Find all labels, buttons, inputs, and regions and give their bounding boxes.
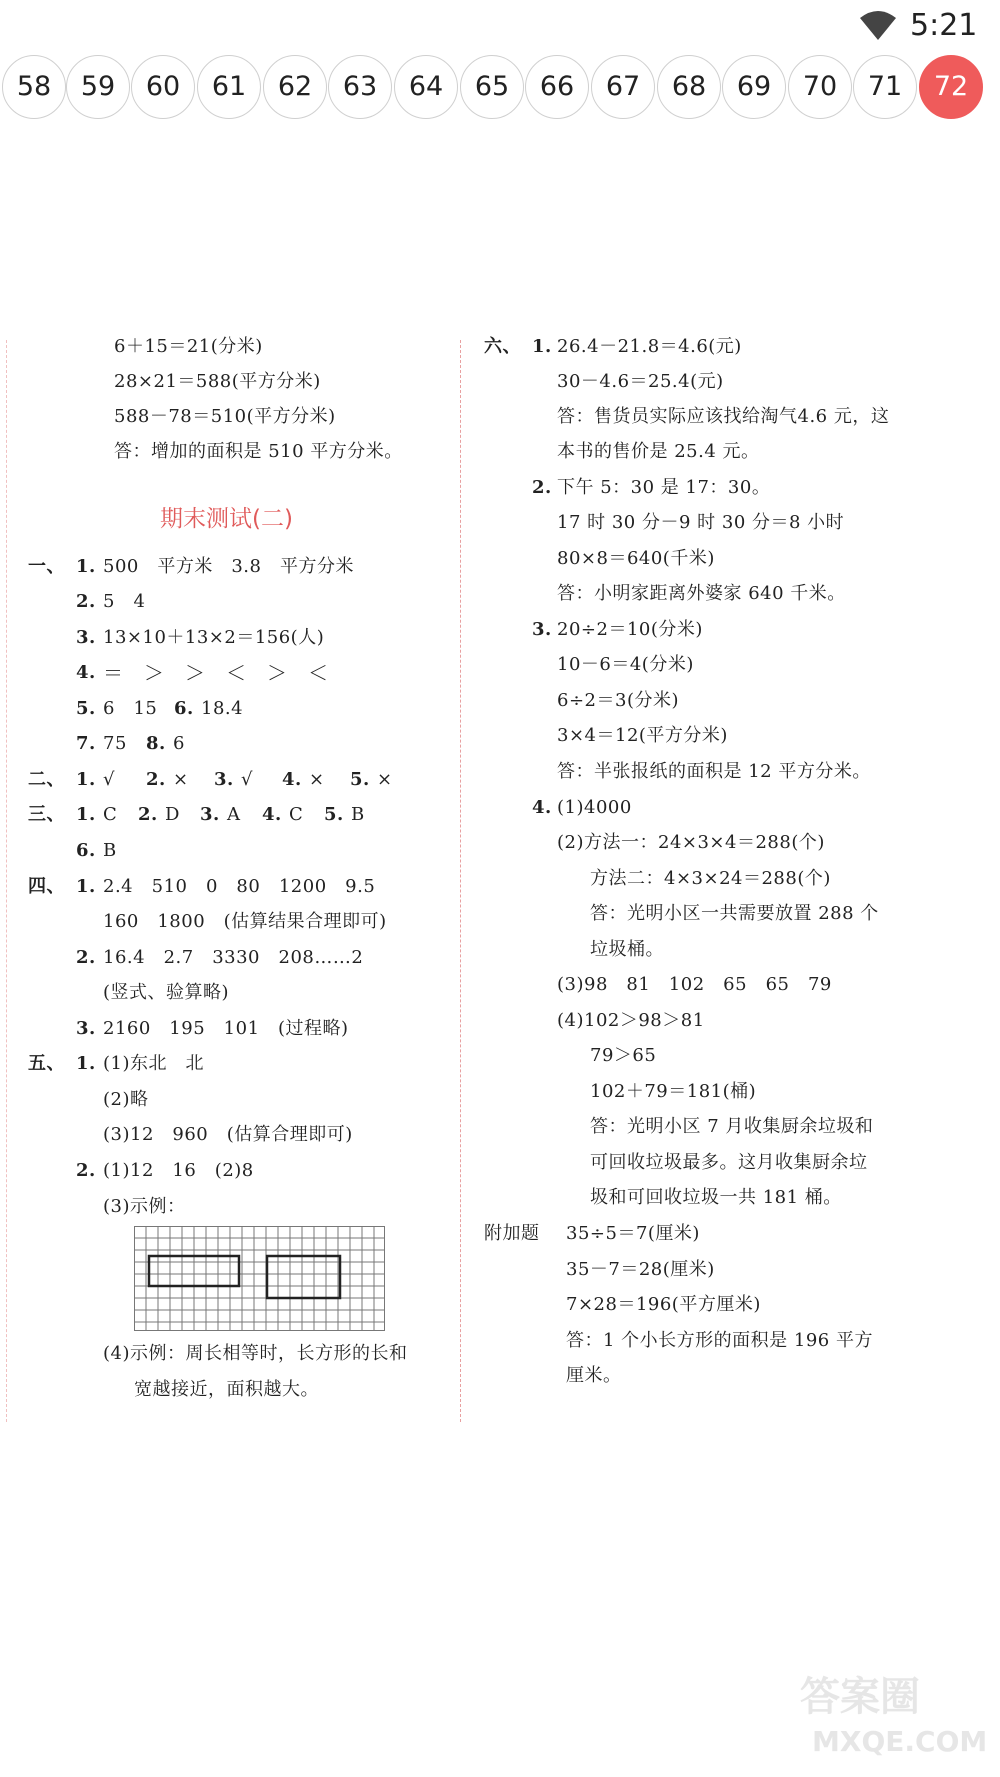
answer-line: 10－6＝4(分米) xyxy=(557,654,694,675)
answer-line: 79＞65 xyxy=(590,1045,657,1066)
answer-line: (竖式、验算略) xyxy=(103,982,230,1003)
item-number: 2. xyxy=(76,947,96,968)
answer-line: 答：售货员实际应该找给淘气4.6 元，这 xyxy=(557,406,890,427)
item-number: 2. xyxy=(146,769,166,790)
item-number: 5. xyxy=(76,698,96,719)
answer-line: B xyxy=(103,840,117,861)
answer-line: 20÷2＝10(分米) xyxy=(557,619,703,640)
page-strip xyxy=(0,55,1000,125)
wifi-icon xyxy=(858,10,898,42)
answer-line: 13×10＋13×2＝156(人) xyxy=(103,627,325,648)
question-label: 五、 xyxy=(28,1053,65,1074)
answer-line: 588－78＝510(平方分米) xyxy=(114,406,336,427)
page-button-62[interactable]: 62 xyxy=(263,55,327,119)
page-button-63[interactable]: 63 xyxy=(328,55,392,119)
answer-line: 6＋15＝21(分米) xyxy=(114,336,263,357)
item-number: 1. xyxy=(76,876,96,897)
answer-line: (2)方法一：24×3×4＝288(个) xyxy=(557,832,825,853)
item-number: 4. xyxy=(532,797,552,818)
answer-line: C xyxy=(103,804,118,825)
answer-line: 本书的售价是 25.4 元。 xyxy=(557,441,760,462)
answer-line: 2160 195 101 (过程略) xyxy=(103,1018,349,1039)
item-number: 7. xyxy=(76,733,96,754)
answer-line: 7×28＝196(平方厘米) xyxy=(566,1294,761,1315)
page-button-68[interactable]: 68 xyxy=(657,55,721,119)
answer-line: 3×4＝12(平方分米) xyxy=(557,725,728,746)
question-label: 三、 xyxy=(28,804,65,825)
question-label: 四、 xyxy=(28,876,65,897)
answer-line: √ xyxy=(103,769,115,790)
answer-line: 垃圾桶。 xyxy=(590,939,664,960)
column-divider xyxy=(460,340,461,1422)
item-number: 3. xyxy=(532,619,552,640)
item-number: 1. xyxy=(532,336,552,357)
item-number: 6. xyxy=(174,698,194,719)
answer-line: 26.4－21.8＝4.6(元) xyxy=(557,336,742,357)
answer-line: 80×8＝640(千米) xyxy=(557,548,715,569)
status-bar xyxy=(0,0,1000,50)
section-title: 期末测试(二) xyxy=(160,506,293,532)
page-button-71[interactable]: 71 xyxy=(853,55,917,119)
answer-line: (4)102＞98＞81 xyxy=(557,1010,705,1031)
item-number: 4. xyxy=(262,804,282,825)
answer-line: 35－7＝28(厘米) xyxy=(566,1259,715,1280)
question-label: 六、 xyxy=(484,336,521,357)
watermark-logo: 答案圈 xyxy=(800,1674,920,1720)
item-number: 4. xyxy=(282,769,302,790)
page-button-72-active[interactable]: 72 xyxy=(919,55,983,119)
answer-line: ＝ ＞ ＞ ＜ ＞ ＜ xyxy=(103,661,329,685)
appendix-label: 附加题 xyxy=(484,1223,540,1244)
answer-line: (3)示例： xyxy=(103,1196,186,1217)
page-button-66[interactable]: 66 xyxy=(525,55,589,119)
answer-line: 6 xyxy=(173,733,185,754)
answer-line: 6 15 xyxy=(103,698,176,719)
page-button-60[interactable]: 60 xyxy=(131,55,195,119)
answer-line: 可回收垃圾最多。这月收集厨余垃 xyxy=(590,1152,868,1173)
item-number: 3. xyxy=(76,627,96,648)
answer-line: 16.4 2.7 3330 208……2 xyxy=(103,947,364,968)
answer-line: × xyxy=(173,769,189,790)
answer-line: 答：小明家距离外婆家 640 千米。 xyxy=(557,583,846,604)
answer-line: 答：光明小区 7 月收集厨余垃圾和 xyxy=(590,1116,874,1137)
item-number: 1. xyxy=(76,1053,96,1074)
item-number: 1. xyxy=(76,556,96,577)
item-number: 1. xyxy=(76,769,96,790)
item-number: 5. xyxy=(350,769,370,790)
grid-figure xyxy=(134,1226,386,1332)
page-button-64[interactable]: 64 xyxy=(394,55,458,119)
status-time: 5:21 xyxy=(910,8,978,43)
item-number: 2. xyxy=(532,477,552,498)
answer-line: (3)12 960 (估算合理即可) xyxy=(103,1124,353,1145)
answer-line: (1)东北 北 xyxy=(103,1053,204,1074)
answer-line: 下午 5：30 是 17：30。 xyxy=(557,477,771,498)
question-label: 二、 xyxy=(28,769,65,790)
page-button-67[interactable]: 67 xyxy=(591,55,655,119)
watermark-url: MXQE.COM xyxy=(812,1725,988,1758)
answer-line: (1)4000 xyxy=(557,797,632,818)
answer-line: 17 时 30 分－9 时 30 分＝8 小时 xyxy=(557,512,845,533)
answer-line: C xyxy=(289,804,304,825)
page-button-65[interactable]: 65 xyxy=(460,55,524,119)
item-number: 8. xyxy=(146,733,166,754)
page-button-59[interactable]: 59 xyxy=(66,55,130,119)
answer-line: (3)98 81 102 65 65 79 xyxy=(557,974,832,995)
answer-line: 答：1 个小长方形的面积是 196 平方 xyxy=(566,1330,873,1351)
answer-line: 75 xyxy=(103,733,146,754)
answer-line: 方法二：4×3×24＝288(个) xyxy=(590,868,831,889)
item-number: 1. xyxy=(76,804,96,825)
answer-line: 6÷2＝3(分米) xyxy=(557,690,679,711)
answer-line: 答：光明小区一共需要放置 288 个 xyxy=(590,903,879,924)
answer-line: B xyxy=(351,804,365,825)
answer-line: × xyxy=(377,769,393,790)
item-number: 3. xyxy=(200,804,220,825)
item-number: 2. xyxy=(138,804,158,825)
answer-line: 答：增加的面积是 510 平方分米。 xyxy=(114,441,403,462)
answer-line: 102＋79＝181(桶) xyxy=(590,1081,757,1102)
answer-line: 160 1800 (估算结果合理即可) xyxy=(103,911,387,932)
item-number: 2. xyxy=(76,591,96,612)
answer-line: 28×21＝588(平方分米) xyxy=(114,371,321,392)
answer-line: 2.4 510 0 80 1200 9.5 xyxy=(103,876,376,897)
answer-line: 35÷5＝7(厘米) xyxy=(566,1223,700,1244)
page-button-69[interactable]: 69 xyxy=(722,55,786,119)
answer-line: 500 平方米 3.8 平方分米 xyxy=(103,556,354,577)
answer-line: × xyxy=(309,769,325,790)
answer-line: D xyxy=(165,804,180,825)
answer-line: 30－4.6＝25.4(元) xyxy=(557,371,724,392)
page-button-61[interactable]: 61 xyxy=(197,55,261,119)
answer-line: 5 4 xyxy=(103,591,146,612)
answer-line: 圾和可回收垃圾一共 181 桶。 xyxy=(590,1187,842,1208)
answer-line: (1)12 16 (2)8 xyxy=(103,1160,254,1181)
item-number: 5. xyxy=(324,804,344,825)
item-number: 3. xyxy=(214,769,234,790)
left-margin-line xyxy=(6,340,7,1422)
page-button-70[interactable]: 70 xyxy=(788,55,852,119)
item-number: 2. xyxy=(76,1160,96,1181)
question-label: 一、 xyxy=(28,556,65,577)
answer-line: 宽越接近，面积越大。 xyxy=(134,1379,319,1400)
answer-line: (4)示例：周长相等时，长方形的长和 xyxy=(103,1343,408,1364)
page-button-58[interactable]: 58 xyxy=(2,55,66,119)
answer-line: √ xyxy=(241,769,253,790)
answer-line: 18.4 xyxy=(201,698,244,719)
answer-line: A xyxy=(227,804,241,825)
answer-line: 答：半张报纸的面积是 12 平方分米。 xyxy=(557,761,871,782)
answer-line: (2)略 xyxy=(103,1089,149,1110)
item-number: 6. xyxy=(76,840,96,861)
answer-line: 厘米。 xyxy=(566,1365,622,1386)
item-number: 3. xyxy=(76,1018,96,1039)
item-number: 4. xyxy=(76,662,96,683)
